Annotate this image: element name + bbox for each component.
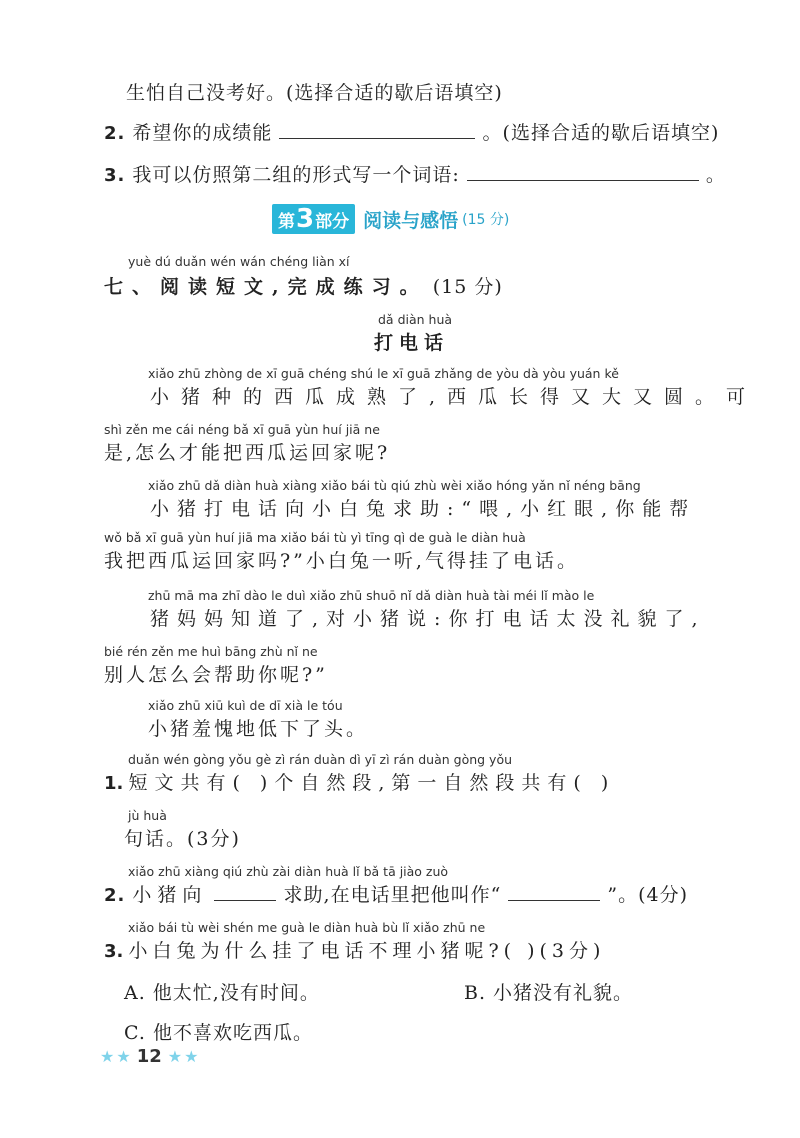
prev-question-1-tail: 生怕自己没考好。(选择合适的歇后语填空) — [126, 82, 503, 104]
task-pinyin: yuè dú duǎn wén wán chéng liàn xí — [128, 254, 350, 269]
section-score: (15 分) — [462, 212, 510, 228]
task-text: 七、阅读短文,完成练习。 — [104, 276, 428, 298]
answer-blank[interactable] — [467, 162, 699, 181]
story-line: 小猪打电话向小白兔求助:“喂,小红眼,你能帮 — [150, 498, 697, 520]
question-text: 短文共有( )个自然段,第一自然段共有( ) — [128, 772, 616, 794]
question-tail: ”。(4分) — [607, 884, 689, 906]
question-number: 1. — [104, 773, 124, 794]
story-line: 小猪种的西瓜成熟了,西瓜长得又大又圆。可 — [150, 386, 758, 408]
badge-suffix: 部分 — [315, 211, 350, 232]
question-number: 2. — [104, 123, 126, 144]
story-line-pinyin: wǒ bǎ xī guā yùn huí jiā ma xiǎo bái tù yì tīng qì de guà le diàn huà — [104, 530, 526, 545]
question-2 — [104, 880, 688, 907]
section-badge — [272, 204, 355, 234]
badge-prefix: 第 — [278, 211, 295, 232]
story-line: 小猪羞愧地低下了头。 — [148, 718, 369, 740]
option-c[interactable]: C. 他不喜欢吃西瓜。 — [124, 1022, 313, 1044]
q3-pinyin: xiǎo bái tù wèi shén me guà le diàn huà bù lǐ xiǎo zhū ne — [128, 920, 486, 935]
story-title-pinyin: dǎ diàn huà — [378, 312, 453, 327]
question-1-continued: 句话。(3分) — [124, 828, 241, 850]
question-number: 3. — [104, 941, 124, 962]
story-line: 猪妈妈知道了,对小猪说:你打电话太没礼貌了, — [150, 608, 706, 630]
question-text: 小白兔为什么挂了电话不理小猪呢?( )(3分) — [128, 940, 606, 962]
question-tail: 。 — [705, 164, 726, 186]
story-line-pinyin: xiǎo zhū xiū kuì de dī xià le tóu — [148, 698, 343, 713]
story-line-pinyin: xiǎo zhū dǎ diàn huà xiàng xiǎo bái tù qiú zhù wèi xiǎo hóng yǎn nǐ néng bāng — [148, 478, 641, 493]
option-b[interactable]: B. 小猪没有礼貌。 — [464, 982, 634, 1004]
task-heading — [104, 272, 503, 299]
star-icon: ★ — [184, 1047, 199, 1066]
star-icon: ★ — [167, 1047, 183, 1066]
answer-blank[interactable] — [214, 882, 276, 901]
question-number: 3. — [104, 165, 126, 186]
option-a[interactable]: A. 他太忙,没有时间。 — [124, 982, 320, 1004]
prev-question-2 — [104, 118, 719, 145]
badge-number: 3 — [296, 204, 315, 234]
story-line: 别人怎么会帮助你呢?” — [104, 664, 328, 686]
star-icon: ★ — [116, 1047, 131, 1066]
q1-pinyin: duǎn wén gòng yǒu gè zì rán duàn dì yī zì rán duàn gòng yǒu — [128, 752, 513, 767]
question-1 — [104, 768, 615, 795]
question-text: 求助,在电话里把他叫作“ — [283, 884, 502, 906]
section-title: 阅读与感悟 — [363, 209, 459, 232]
answer-blank[interactable] — [508, 882, 600, 901]
q2-pinyin: xiǎo zhū xiàng qiú zhù zài diàn huà lǐ bǎ tā jiào zuò — [128, 864, 449, 879]
story-line: 我把西瓜运回家吗?”小白兔一听,气得挂了电话。 — [104, 550, 579, 572]
story-line-pinyin: shì zěn me cái néng bǎ xī guā yùn huí jiā ne — [104, 422, 380, 437]
prev-question-3 — [104, 160, 726, 187]
question-number: 2. — [104, 885, 126, 906]
story-line-pinyin: bié rén zěn me huì bāng zhù nǐ ne — [104, 644, 318, 659]
question-tail: 。(选择合适的歇后语填空) — [482, 122, 720, 144]
story-line: 是,怎么才能把西瓜运回家呢? — [104, 442, 391, 464]
page-footer — [100, 1046, 200, 1067]
section-banner — [272, 203, 509, 235]
answer-blank[interactable] — [279, 120, 475, 139]
task-score: (15 分) — [432, 276, 503, 298]
q1b-pinyin: jù huà — [128, 808, 167, 823]
question-3 — [104, 936, 605, 963]
question-text: 小猪向 — [132, 884, 208, 906]
question-text: 我可以仿照第二组的形式写一个词语: — [132, 164, 460, 186]
story-line-pinyin: xiǎo zhū zhòng de xī guā chéng shú le xī guā zhǎng de yòu dà yòu yuán kě — [148, 366, 619, 381]
star-icon: ★ — [100, 1047, 115, 1066]
question-text: 希望你的成绩能 — [132, 122, 273, 144]
story-line-pinyin: zhū mā ma zhī dào le duì xiǎo zhū shuō nǐ dǎ diàn huà tài méi lǐ mào le — [148, 588, 595, 603]
page-number: 12 — [136, 1046, 162, 1067]
story-title: 打电话 — [374, 332, 450, 354]
